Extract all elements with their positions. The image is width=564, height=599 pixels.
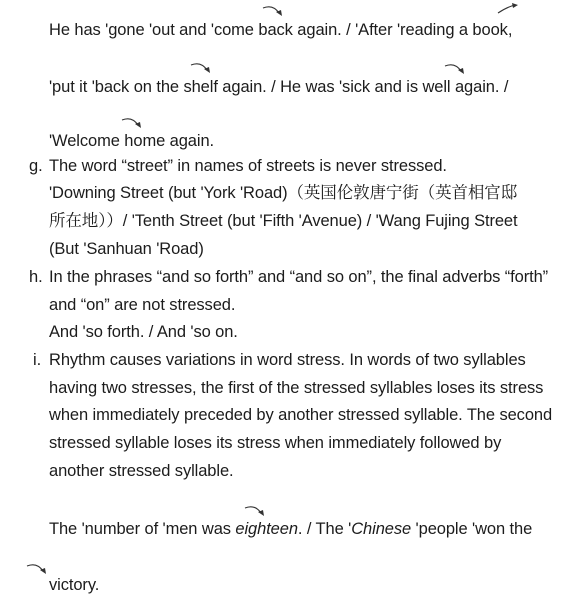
- example-bottom-part-c: 'people 'won the: [411, 520, 533, 538]
- example-line-3: 'Welcome home again.: [49, 132, 215, 150]
- example-line-2: 'put it 'back on the shelf again. / He was 'sick and is well again. /: [49, 78, 509, 96]
- rule-g-text: The word “street” in names of streets is never stressed.: [49, 157, 447, 175]
- rule-i-marker: i.: [33, 351, 42, 369]
- rule-h-line-1: In the phrases “and so forth” and “and so on”, the final adverbs “forth”: [49, 268, 549, 286]
- rule-g-example-1: 'Downing Street (but 'York 'Road)（英国伦敦唐宁街（英首相官邸: [49, 184, 518, 202]
- rule-i-line-4: stressed syllable loses its stress when immediately followed by: [49, 434, 502, 452]
- rule-i-line-1: Rhythm causes variations in word stress. In words of two syllables: [49, 351, 526, 369]
- rule-i-line-3: when immediately preceded by another stressed syllable. The second: [49, 406, 553, 424]
- falling-intonation-arrow-eighteen: [244, 505, 266, 517]
- example-bottom-part-b: . / The ': [297, 520, 352, 538]
- rule-h-marker: h.: [29, 268, 43, 286]
- falling-intonation-arrow-home: [121, 117, 143, 129]
- rule-g-marker: g.: [29, 157, 43, 175]
- falling-intonation-arrow-shelf: [190, 62, 212, 74]
- example-bottom-italic-chinese: Chinese: [351, 520, 412, 538]
- rising-intonation-arrow-book: [497, 3, 519, 15]
- falling-intonation-arrow-victory: [26, 563, 48, 575]
- falling-intonation-arrow-well: [444, 63, 466, 75]
- example-bottom-line-2: victory.: [49, 576, 100, 594]
- rule-i-line-5: another stressed syllable.: [49, 462, 234, 480]
- rule-i-line-2: having two stresses, the first of the stressed syllables loses its stress: [49, 379, 544, 397]
- rule-h-example: And 'so forth. / And 'so on.: [49, 323, 238, 341]
- rule-g-example-2: 所在地））/ 'Tenth Street (but 'Fifth 'Avenue) / 'Wang Fujing Street: [49, 212, 518, 230]
- rule-h-line-2: and “on” are not stressed.: [49, 296, 236, 314]
- example-bottom-line-1: [49, 519, 532, 539]
- rule-g-example-3: (But 'Sanhuan 'Road): [49, 240, 204, 258]
- example-bottom-part-a: The 'number of 'men was: [49, 520, 236, 538]
- example-line-1: He has 'gone 'out and 'come back again. / 'After 'reading a book,: [49, 21, 513, 39]
- falling-intonation-arrow-back: [262, 5, 284, 17]
- example-bottom-italic-eighteen: eighteen: [235, 520, 298, 538]
